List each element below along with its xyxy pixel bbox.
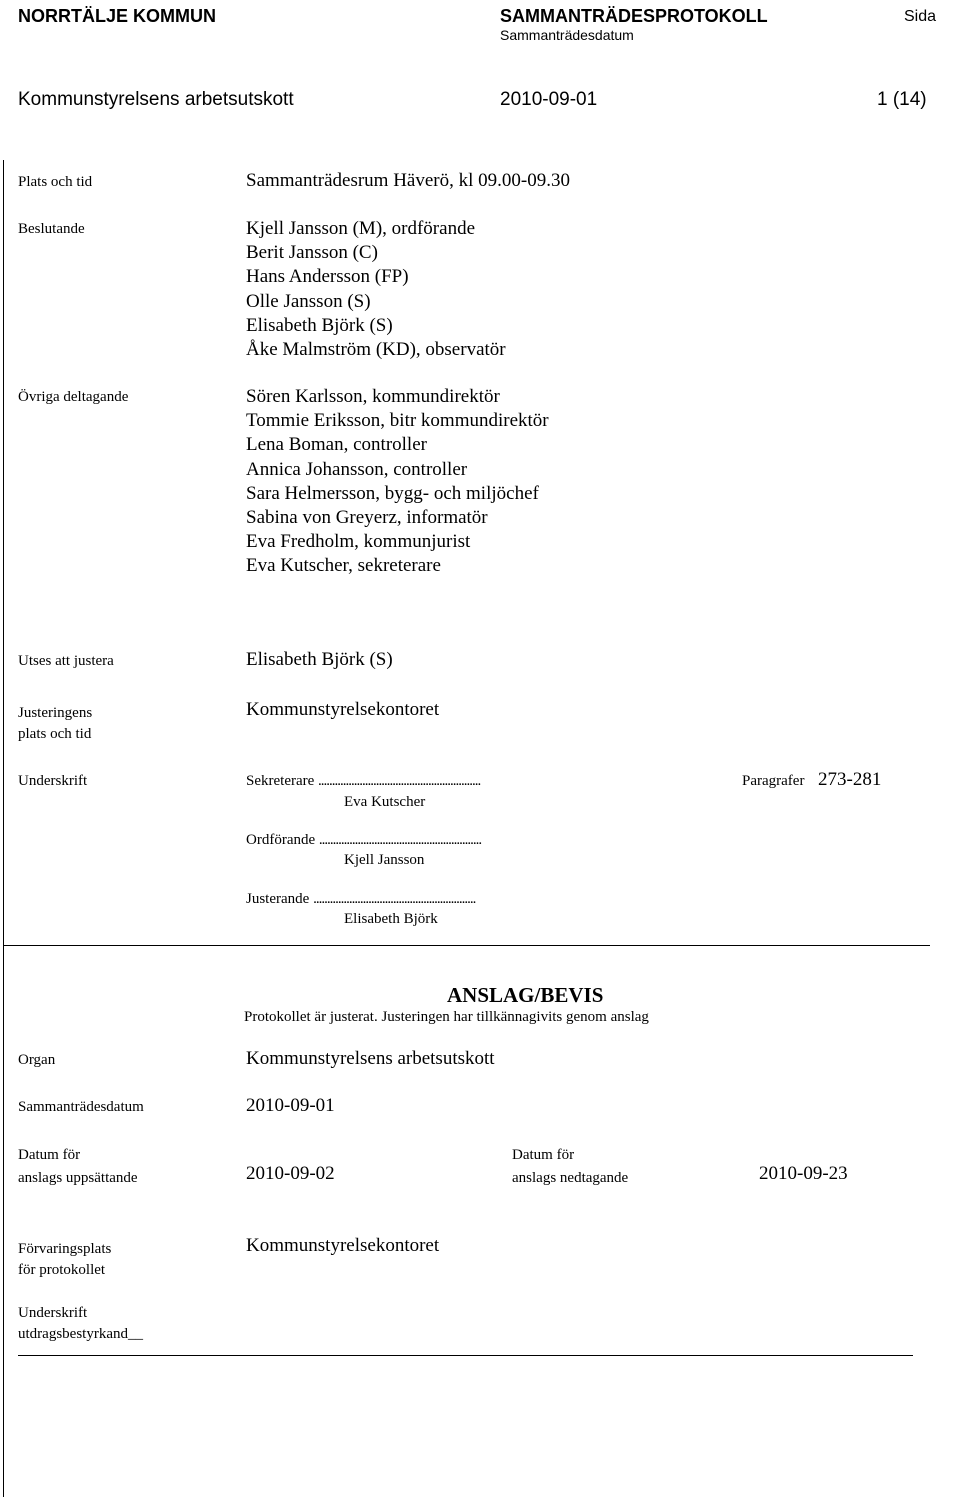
- list-item: Sören Karlsson, kommundirektör: [246, 386, 500, 407]
- meeting-date: 2010-09-01: [500, 89, 598, 110]
- list-item: Kjell Jansson (M), ordförande: [246, 218, 476, 239]
- list-item: Berit Jansson (C): [246, 242, 378, 264]
- document-type: SAMMANTRÄDESPROTOKOLL: [500, 6, 768, 26]
- municipality-name: NORRTÄLJE KOMMUN: [18, 6, 216, 26]
- removed-date-value: 2010-09-23: [759, 1163, 848, 1184]
- signature-label: Underskrift: [18, 773, 88, 789]
- list-item: Sabina von Greyerz, informatör: [246, 507, 488, 529]
- secretary-line: Sekreterare ...........................................................: [246, 773, 481, 789]
- chair-name: Kjell Jansson: [344, 852, 425, 868]
- decision-makers-list: [246, 217, 506, 362]
- left-margin-line: [3, 160, 4, 1497]
- decision-makers-label: Beslutande: [18, 221, 85, 237]
- chair-line: Ordförande ...........................................................: [246, 832, 482, 848]
- page-number: 1 (14): [877, 89, 927, 110]
- list-item: Tommie Eriksson, bitr kommundirektör: [246, 410, 549, 432]
- organ-value: Kommunstyrelsens arbetsutskott: [246, 1048, 495, 1069]
- place-label: Plats och tid: [18, 174, 93, 190]
- committee-name: Kommunstyrelsens arbetsutskott: [18, 89, 294, 110]
- list-item: Eva Kutscher, sekreterare: [246, 555, 441, 577]
- removed-date-label: Datum för anslags nedtagande: [512, 1147, 629, 1186]
- place-value: Sammanträdesrum Häverö, kl 09.00-09.30: [246, 170, 570, 191]
- adjustment-place-value: Kommunstyrelsekontoret: [246, 699, 440, 720]
- posted-date-value: 2010-09-02: [246, 1163, 335, 1184]
- list-item: Elisabeth Björk (S): [246, 314, 393, 336]
- notice-title: ANSLAG/BEVIS: [447, 983, 604, 1007]
- meeting-date-label: Sammanträdesdatum: [18, 1099, 144, 1115]
- list-item: Lena Boman, controller: [246, 434, 427, 456]
- other-participants-label: Övriga deltagande: [18, 389, 129, 405]
- paragraphs-value: 273-281: [818, 769, 882, 790]
- posted-date-label: Datum för anslags uppsättande: [18, 1147, 138, 1186]
- list-item: Sara Helmersson, bygg- och miljöchef: [246, 482, 539, 504]
- storage-label: Förvaringsplats för protokollet: [18, 1241, 112, 1278]
- certifier-label: Underskrift utdragsbestyrkand__: [18, 1305, 143, 1342]
- storage-value: Kommunstyrelsekontoret: [246, 1235, 440, 1256]
- list-item: Åke Malmström (KD), observatör: [246, 339, 506, 361]
- other-participants-list: [246, 385, 549, 579]
- section-divider: [3, 945, 930, 946]
- meeting-date-value: 2010-09-01: [246, 1095, 335, 1116]
- adjuster-signature-name: Elisabeth Björk: [344, 911, 438, 927]
- list-item: Hans Andersson (FP): [246, 266, 409, 288]
- secretary-name: Eva Kutscher: [344, 794, 426, 810]
- paragraphs-label: Paragrafer: [742, 773, 805, 789]
- notice-subtitle: Protokollet är justerat. Justeringen har tillkännagivits genom anslag: [244, 1009, 649, 1025]
- list-item: Eva Fredholm, kommunjurist: [246, 531, 471, 553]
- adjuster-label: Utses att justera: [18, 653, 114, 669]
- signature-line: [18, 1355, 913, 1356]
- list-item: Olle Jansson (S): [246, 290, 371, 312]
- page-label: Sida: [904, 8, 937, 25]
- list-item: Annica Johansson, controller: [246, 458, 468, 480]
- adjustment-place-label: Justeringens plats och tid: [18, 705, 93, 742]
- organ-label: Organ: [18, 1052, 56, 1068]
- adjuster-value: Elisabeth Björk (S): [246, 649, 393, 670]
- date-label: Sammanträdesdatum: [500, 27, 634, 43]
- adjuster-signature-line: Justerande ...........................................................: [246, 891, 476, 907]
